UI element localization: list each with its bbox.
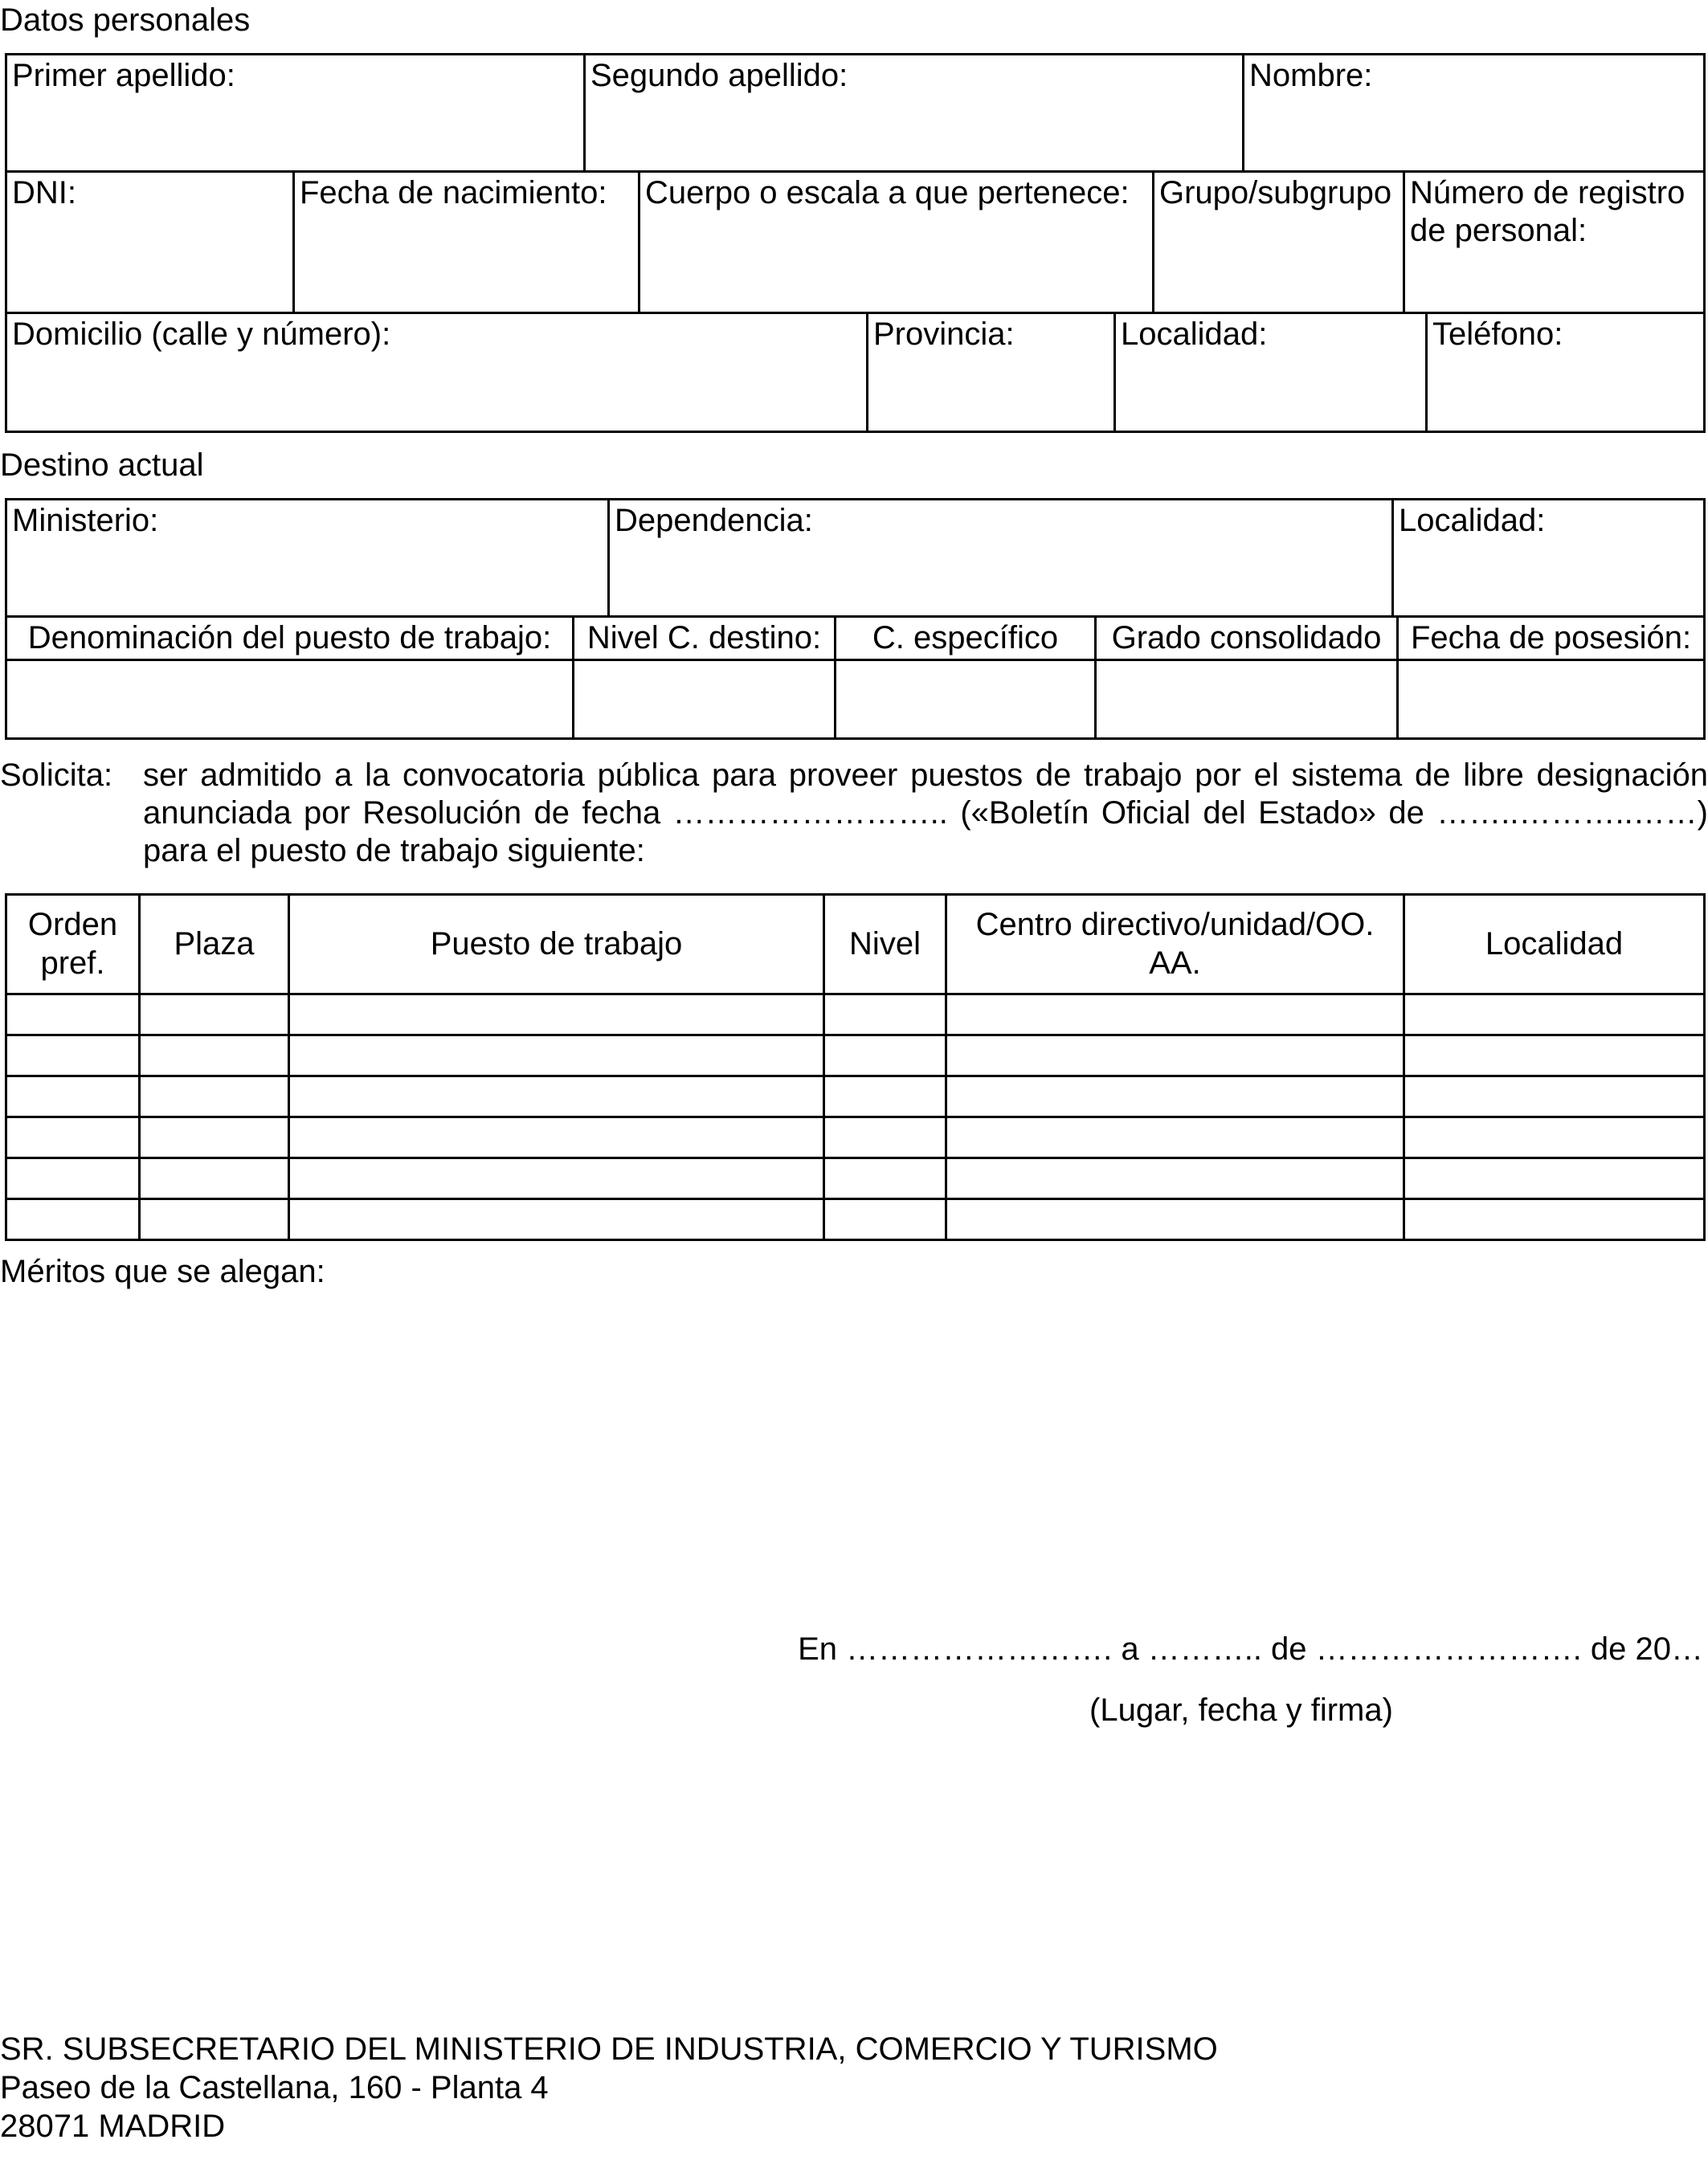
table-row [6,1158,1705,1199]
numero-registro-field[interactable] [1404,172,1705,313]
puesto-cell[interactable] [289,1076,824,1117]
grupo-subgrupo-label: Grupo/subgrupo [1159,175,1392,210]
table-row [6,1117,1705,1158]
domicilio-label: Domicilio (calle y número): [12,316,391,352]
localidad-cell[interactable] [1404,1076,1705,1117]
localidad-cell[interactable] [1404,1158,1705,1199]
puesto-cell[interactable] [289,1117,824,1158]
firma-caption: (Lugar, fecha y firma) [1089,1692,1393,1728]
centro-cell[interactable] [946,1035,1404,1076]
numero-registro-label: Número de registro de personal: [1410,175,1686,249]
dni-field[interactable] [6,172,294,313]
solicita-label: Solicita: [0,757,113,793]
primer-apellido-field[interactable] [6,55,585,172]
centro-cell[interactable] [946,994,1404,1035]
cuerpo-escala-label: Cuerpo o escala a que pertenece: [645,175,1130,210]
segundo-apellido-field[interactable] [585,55,1244,172]
puesto-cell[interactable] [289,1035,824,1076]
localidad-header: Localidad [1404,895,1705,994]
table-row [6,1199,1705,1240]
ministerio-field[interactable] [6,500,609,617]
meritos-area[interactable] [0,1295,1708,1616]
localidad-cell[interactable] [1404,1199,1705,1240]
denominacion-puesto-header: Denominación del puesto de trabajo: [6,617,574,660]
ministerio-label: Ministerio: [12,503,159,538]
fecha-posesion-field[interactable] [1398,660,1705,739]
nombre-label: Nombre: [1249,58,1373,93]
plaza-header: Plaza [140,895,289,994]
puesto-cell[interactable] [289,1158,824,1199]
firma-line: En ……………………. a ……….. de ……………………. de 20… [798,1631,1703,1667]
meritos-label: Méritos que se alegan: [0,1254,325,1289]
fecha-posesion-header: Fecha de posesión: [1398,617,1705,660]
nivel-destino-field[interactable] [574,660,836,739]
nivel-cell[interactable] [824,1076,946,1117]
nivel-cell[interactable] [824,1199,946,1240]
provincia-label: Provincia: [873,316,1015,352]
centro-cell[interactable] [946,1199,1404,1240]
plaza-cell[interactable] [140,1035,289,1076]
centro-directivo-header: Centro directivo/unidad/OO. AA. [946,895,1404,994]
nivel-cell[interactable] [824,994,946,1035]
plaza-cell[interactable] [140,994,289,1035]
nivel-cell[interactable] [824,1035,946,1076]
telefono-field[interactable] [1427,313,1705,432]
destinatario-line2: Paseo de la Castellana, 160 - Planta 4 [0,2070,549,2105]
puestos-header-row [6,895,1705,994]
orden-cell[interactable] [6,1117,140,1158]
section-title-datos-personales: Datos personales [0,2,251,38]
table-row [6,994,1705,1035]
puesto-cell[interactable] [289,994,824,1035]
destinatario-line3: 28071 MADRID [0,2109,226,2144]
puestos-table [5,893,1706,1241]
destino-localidad-field[interactable] [1393,500,1705,617]
nombre-field[interactable] [1244,55,1705,172]
localidad-field[interactable] [1115,313,1427,432]
orden-cell[interactable] [6,1199,140,1240]
nivel-destino-header: Nivel C. destino: [574,617,836,660]
c-especifico-field[interactable] [836,660,1096,739]
plaza-cell[interactable] [140,1117,289,1158]
localidad-cell[interactable] [1404,1117,1705,1158]
orden-cell[interactable] [6,1158,140,1199]
localidad-cell[interactable] [1404,994,1705,1035]
dni-label: DNI: [12,175,76,210]
cuerpo-escala-field[interactable] [639,172,1154,313]
destinatario-line1: SR. SUBSECRETARIO DEL MINISTERIO DE INDUSTRIA, COMERCIO Y TURISMO [0,2031,1218,2067]
section-title-destino-actual: Destino actual [0,447,204,483]
orden-cell[interactable] [6,1076,140,1117]
datos-personales-row1-table [5,53,1706,173]
puesto-trabajo-header: Puesto de trabajo [289,895,824,994]
plaza-cell[interactable] [140,1076,289,1117]
table-row [6,1035,1705,1076]
fecha-nacimiento-field[interactable] [294,172,639,313]
denominacion-puesto-field[interactable] [6,660,574,739]
orden-cell[interactable] [6,994,140,1035]
dependencia-field[interactable] [609,500,1393,617]
domicilio-field[interactable] [6,313,868,432]
nivel-cell[interactable] [824,1158,946,1199]
destino-actual-puesto-table [5,615,1706,740]
datos-personales-row3-table [5,312,1706,433]
orden-cell[interactable] [6,1035,140,1076]
orden-pref-header: Orden pref. [6,895,140,994]
grupo-subgrupo-field[interactable] [1154,172,1404,313]
nivel-header: Nivel [824,895,946,994]
destino-actual-row1-table [5,498,1706,618]
localidad-label: Localidad: [1121,316,1268,352]
fecha-nacimiento-label: Fecha de nacimiento: [300,175,607,210]
c-especifico-header: C. específico [836,617,1096,660]
destino-localidad-label: Localidad: [1399,503,1546,538]
primer-apellido-label: Primer apellido: [12,58,235,93]
plaza-cell[interactable] [140,1199,289,1240]
plaza-cell[interactable] [140,1158,289,1199]
datos-personales-row2-table [5,170,1706,314]
puesto-cell[interactable] [289,1199,824,1240]
centro-cell[interactable] [946,1117,1404,1158]
segundo-apellido-label: Segundo apellido: [590,58,848,93]
telefono-label: Teléfono: [1432,316,1563,352]
table-row [6,1076,1705,1117]
dependencia-label: Dependencia: [615,503,813,538]
grado-consolidado-field[interactable] [1096,660,1398,739]
centro-cell[interactable] [946,1076,1404,1117]
grado-consolidado-header: Grado consolidado [1096,617,1398,660]
centro-cell[interactable] [946,1158,1404,1199]
solicita-text: ser admitido a la convocatoria pública para proveer puestos de trabajo por el sistema de libre designación anunciada por Resolución de fecha …………………….. («Boletín Oficial del Estado» de ……..………..……) para el puesto de trabajo siguiente: [143,757,1708,869]
provincia-field[interactable] [868,313,1115,432]
localidad-cell[interactable] [1404,1035,1705,1076]
nivel-cell[interactable] [824,1117,946,1158]
